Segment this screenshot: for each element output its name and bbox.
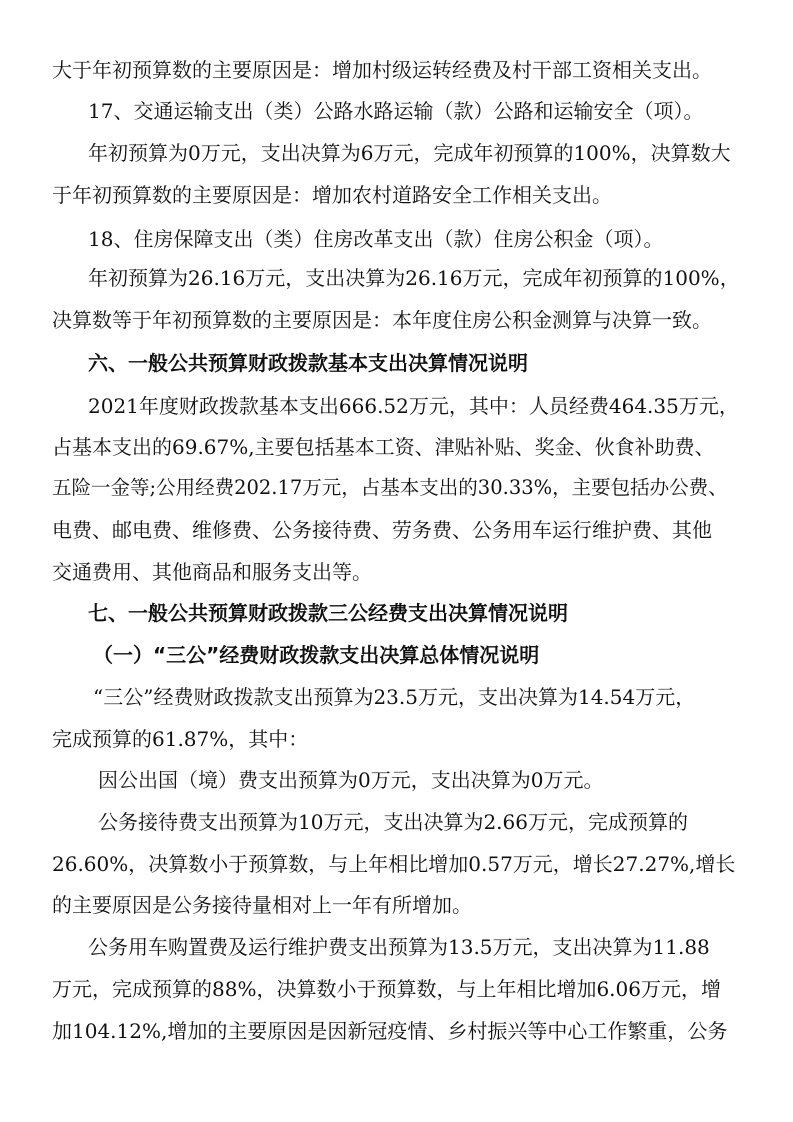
text-line: 电费、邮电费、维修费、公务接待费、劳务费、公务用车运行维护费、其他 bbox=[52, 518, 712, 542]
section-heading: 六、一般公共预算财政拨款基本支出决算情况说明 bbox=[88, 351, 528, 375]
text-line: “三公”经费财政拨款支出预算为23.5万元，支出决算为14.54万元， bbox=[93, 685, 696, 709]
text-line: 加104.12%,增加的主要原因是因新冠疫情、乡村振兴等中心工作繁重，公务 bbox=[52, 1019, 728, 1043]
text-line: 26.60%，决算数小于预算数，与上年相比增加0.57万元，增长27.27%,增长 bbox=[52, 852, 736, 876]
text-line: 年初预算为0万元，支出决算为6万元，完成年初预算的100%，决算数大 bbox=[88, 141, 731, 165]
text-line: 2021年度财政拨款基本支出666.52万元，其中：人员经费464.35万元， bbox=[88, 394, 739, 418]
section-heading: 七、一般公共预算财政拨款三公经费支出决算情况说明 bbox=[88, 601, 568, 625]
subsection-heading: （一）“三公”经费财政拨款支出决算总体情况说明 bbox=[93, 643, 540, 667]
text-line: 决算数等于年初预算数的主要原因是：本年度住房公积金测算与决算一致。 bbox=[52, 308, 712, 332]
text-line: 完成预算的61.87%，其中： bbox=[52, 727, 309, 751]
text-line: 交通费用、其他商品和服务支出等。 bbox=[52, 560, 372, 584]
text-line: 17、交通运输支出（类）公路水路运输（款）公路和运输安全（项）。 bbox=[88, 99, 704, 123]
text-line: 年初预算为26.16万元，支出决算为26.16万元，完成年初预算的100%， bbox=[88, 266, 740, 290]
text-line: 18、住房保障支出（类）住房改革支出（款）住房公积金（项）。 bbox=[88, 227, 664, 251]
text-line: 大于年初预算数的主要原因是：增加村级运转经费及村干部工资相关支出。 bbox=[52, 58, 712, 82]
text-line: 于年初预算数的主要原因是：增加农村道路安全工作相关支出。 bbox=[52, 183, 612, 207]
text-line: 五险一金等;公用经费202.17万元，占基本支出的30.33%，主要包括办公费、 bbox=[52, 476, 728, 499]
text-line: 的主要原因是公务接待量相对上一年有所增加。 bbox=[52, 893, 472, 917]
text-line: 占基本支出的69.67%,主要包括基本工资、津贴补贴、奖金、伙食补助费、 bbox=[52, 435, 715, 459]
text-line: 万元，完成预算的88%，决算数小于预算数，与上年相比增加6.06万元，增 bbox=[52, 977, 721, 1001]
text-line: 公务用车购置费及运行维护费支出预算为13.5万元，支出决算为11.88 bbox=[88, 935, 710, 959]
text-line: 公务接待费支出预算为10万元，支出决算为2.66万元，完成预算的 bbox=[98, 810, 688, 834]
text-line: 因公出国（境）费支出预算为0万元，支出决算为0万元。 bbox=[98, 768, 604, 792]
